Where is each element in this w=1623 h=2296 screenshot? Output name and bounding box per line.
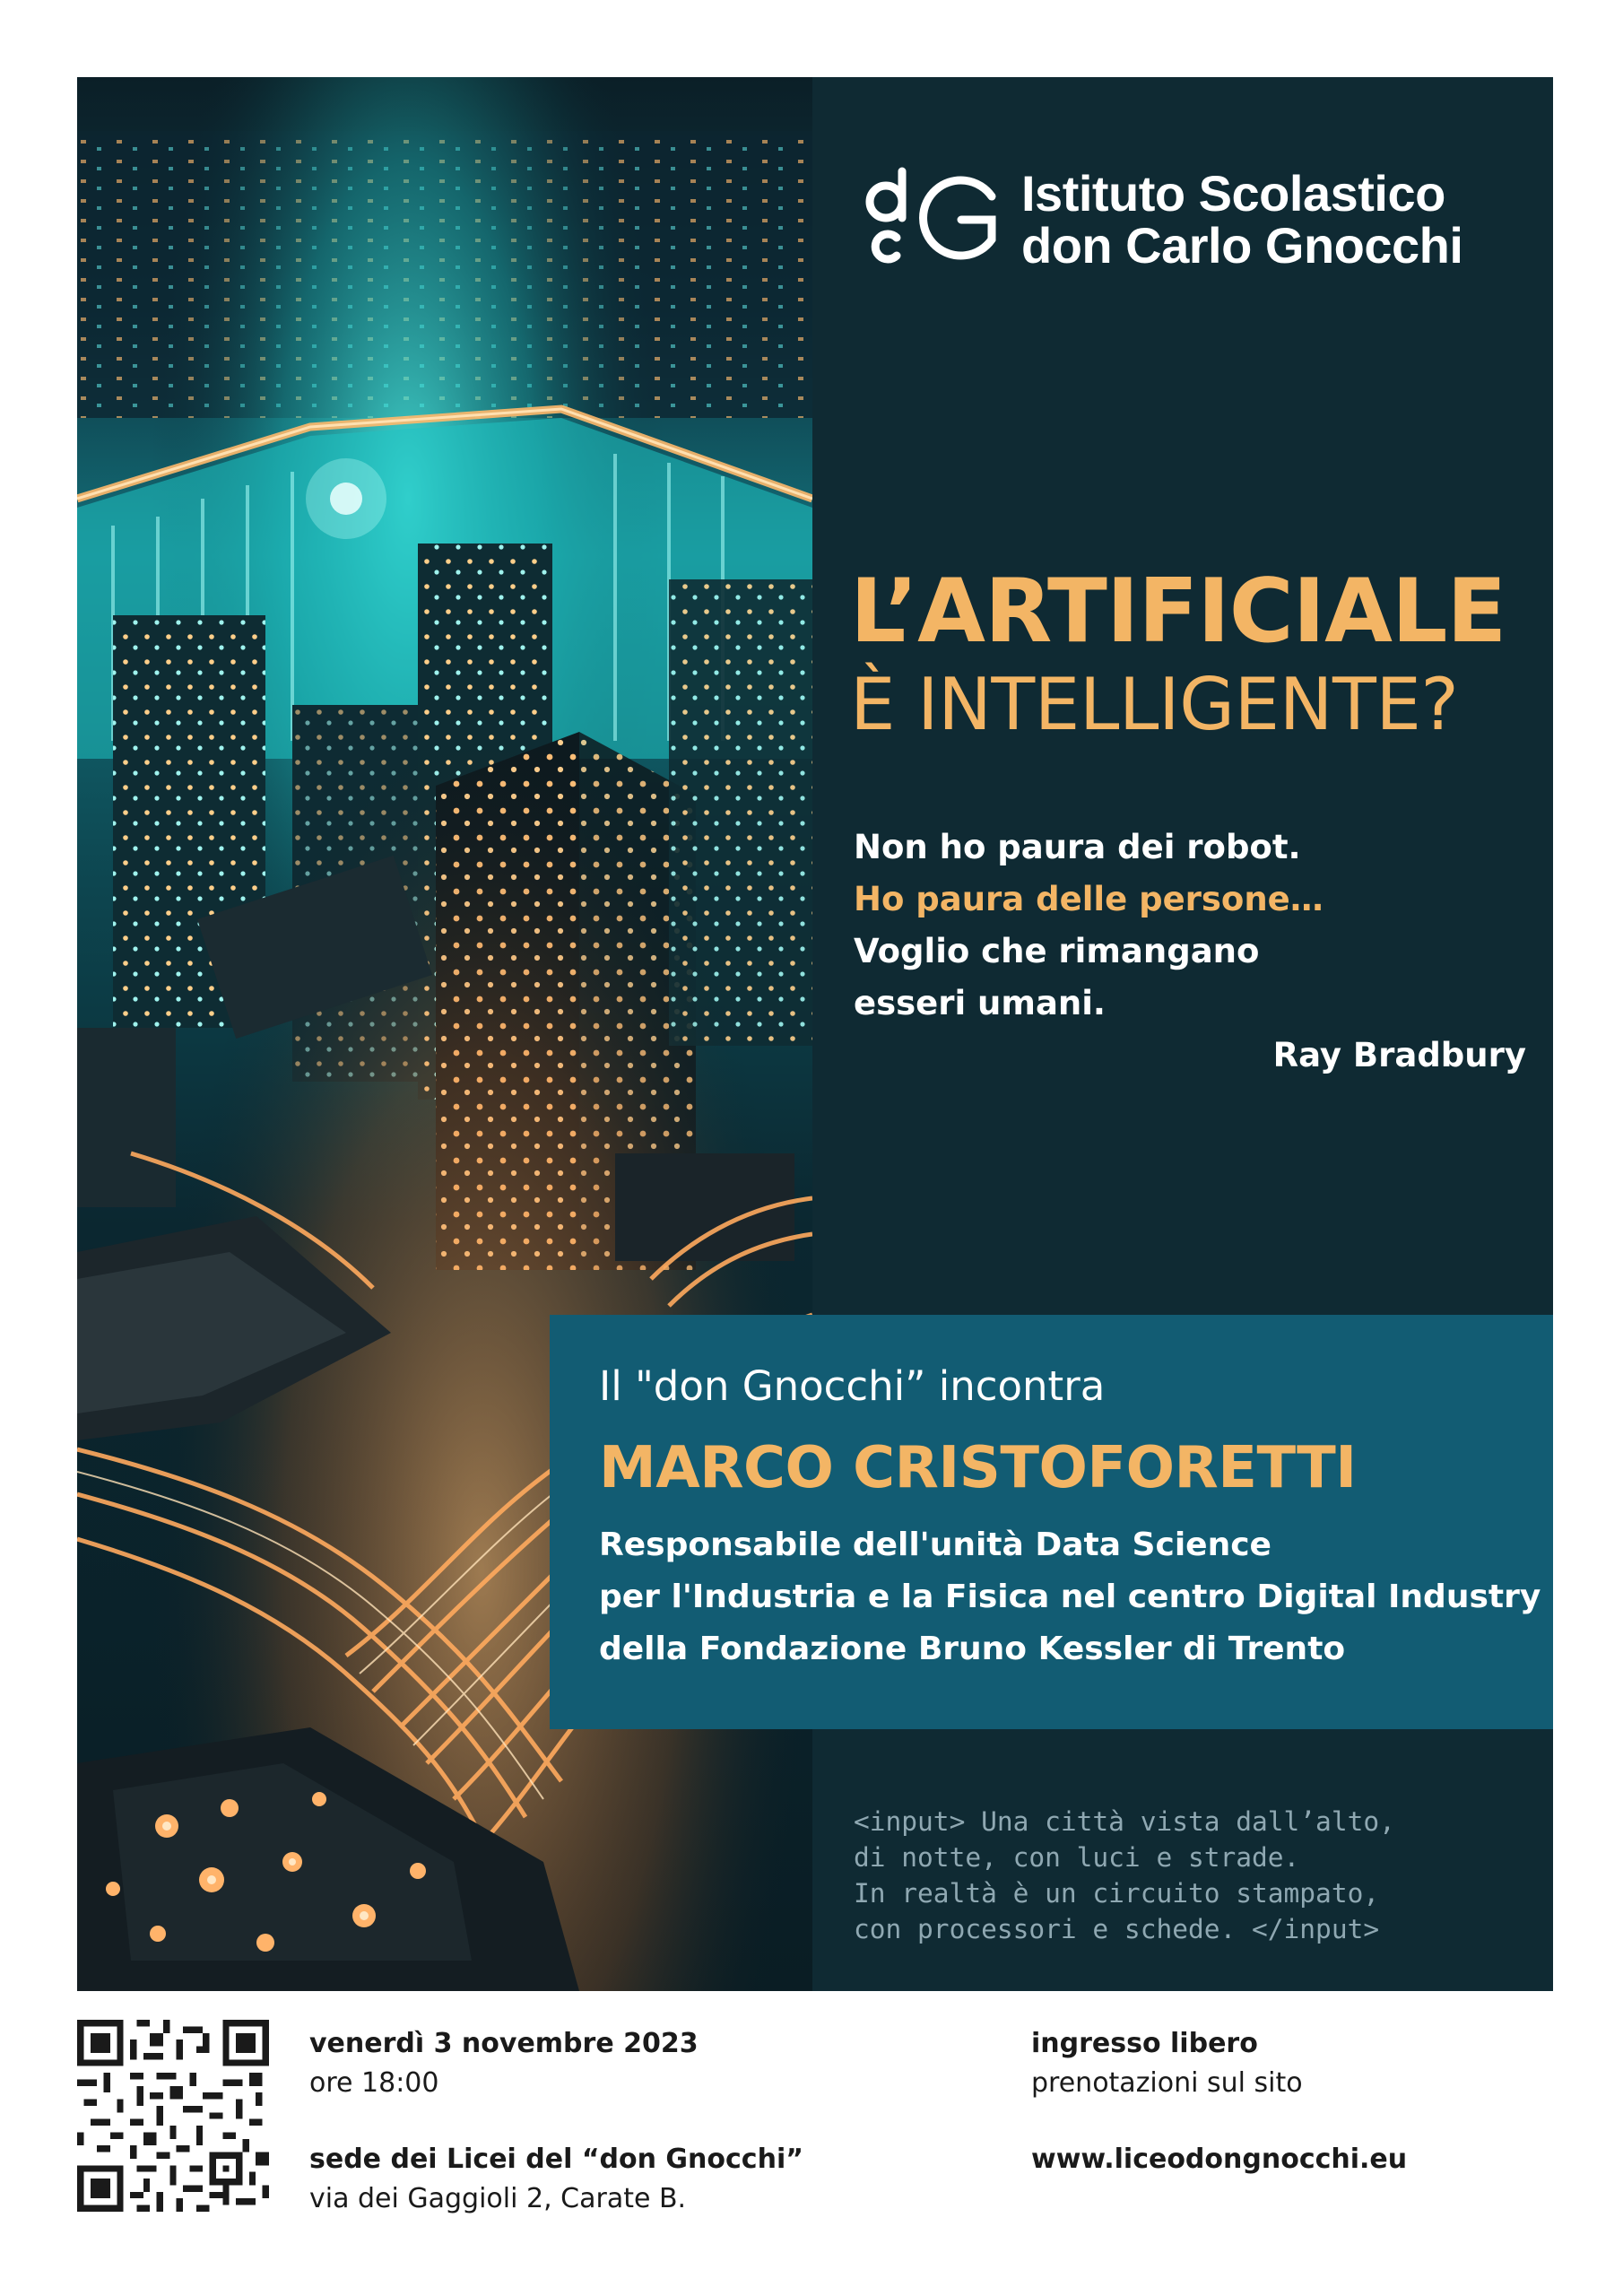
event-title	[850, 561, 1506, 748]
school-name	[1021, 165, 1463, 274]
caption-line4: con processori e schede. </input>	[854, 1914, 1380, 1944]
speaker-box	[550, 1315, 1553, 1729]
quote-line1: Non ho paura dei robot.	[854, 828, 1301, 866]
school-name-line1: Istituto Scolastico	[1021, 165, 1445, 222]
venue-name: sede dei Licei del “don Gnocchi”	[309, 2144, 803, 2175]
caption-line2: di notte, con luci e strade.	[854, 1842, 1300, 1873]
quote	[854, 822, 1535, 1082]
speaker-role	[599, 1519, 1541, 1675]
speaker-role-line3: della Fondazione Bruno Kessler di Trento	[599, 1631, 1346, 1667]
quote-line4: esseri umani.	[854, 984, 1106, 1022]
dcg-logo-icon	[855, 162, 1008, 270]
event-time: ore 18:00	[309, 2067, 439, 2099]
booking-info: prenotazioni sul sito	[1031, 2067, 1303, 2099]
speaker-role-line1: Responsabile dell'unità Data Science	[599, 1526, 1271, 1563]
entry-info	[1031, 2024, 1303, 2103]
venue-address: via dei Gaggioli 2, Carate B.	[309, 2183, 687, 2214]
event-venue	[309, 2140, 803, 2219]
poster	[77, 77, 1553, 1991]
website	[1031, 2140, 1407, 2179]
caption-line3: In realtà è un circuito stampato,	[854, 1878, 1380, 1909]
image-prompt-caption	[854, 1804, 1395, 1947]
quote-author: Ray Bradbury	[1272, 1036, 1526, 1074]
quote-line3: Voglio che rimangano	[854, 932, 1260, 970]
school-name-line2: don Carlo Gnocchi	[1021, 217, 1463, 274]
quote-line2: Ho paura delle persone…	[854, 880, 1324, 918]
caption-line1: <input> Una città vista dall’alto,	[854, 1806, 1395, 1837]
event-date-time	[309, 2024, 699, 2103]
qr-code-icon[interactable]	[77, 2020, 269, 2212]
entry-free: ingresso libero	[1031, 2028, 1258, 2059]
speaker-role-line2: per l'Industria e la Fisica nel centro Digital Industry	[599, 1578, 1541, 1615]
speaker-name: MARCO CRISTOFORETTI	[599, 1435, 1357, 1501]
title-line1: L’ARTIFICIALE	[850, 561, 1506, 663]
speaker-intro: Il "don Gnocchi” incontra	[599, 1362, 1106, 1410]
website-link[interactable]: www.liceodongnocchi.eu	[1031, 2144, 1408, 2175]
event-date: venerdì 3 novembre 2023	[309, 2028, 699, 2059]
title-line2: È INTELLIGENTE?	[850, 663, 1459, 746]
